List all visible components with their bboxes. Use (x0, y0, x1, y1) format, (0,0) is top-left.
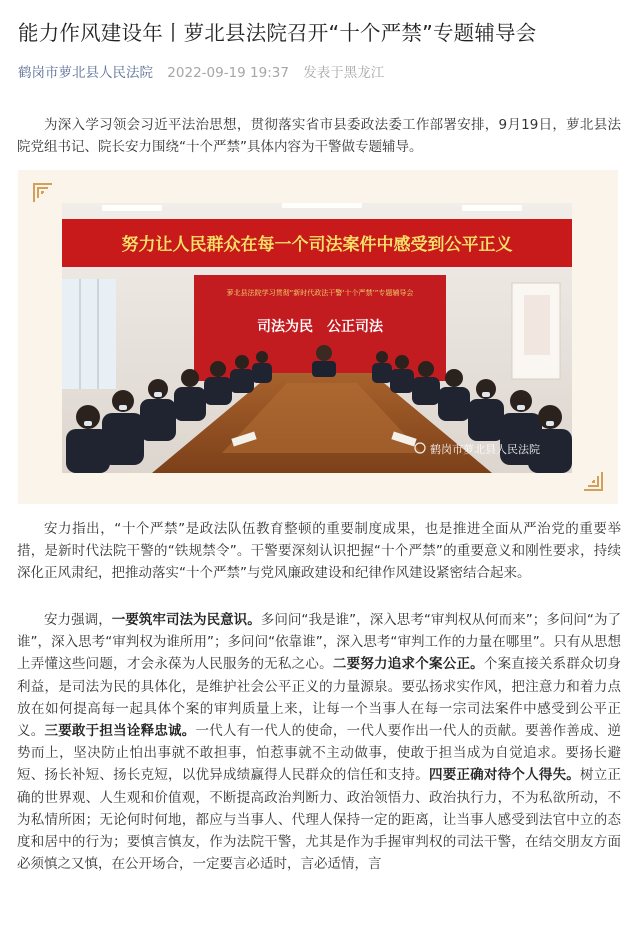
corner-ornament-icon (32, 182, 54, 204)
text-run: 树立正确的世界观、人生观和价值观，不断提高政治判断力、政治领悟力、政治执行力，不为私欲所动，不为私情所困；无论何时何地，都应与当事人、代理人保持一定的距离，让当事人感受到法官中立的态度和居中的行为；要慎言慎友，作为法院干警，尤其是作为手握审判权的司法干警，在结交朋友方面必须慎之又慎，在公开场合，一定要言必适时，言必适情，言 (17, 767, 622, 873)
screen-subtitle: 萝北县法院学习贯彻“新时代政法干警‘十个严禁’”专题辅导会 (226, 289, 414, 297)
photo-frame (18, 170, 618, 504)
key-point-3: 三要敢于担当诠释忠诚。 (44, 723, 196, 740)
article-meta (18, 63, 384, 83)
paragraph-3 (17, 609, 621, 875)
text-run: 一代人有一代人的使命，一代人要作出一代人的贡献。要善作善成、逆势而上，坚决防止怕出事就不敢担事，怕惹事就不主动做事，使敢于担当成为自觉追求。要扬长避短、扬长补短、扬长克短，以优异成绩赢得人民群众的信任和支持。 (17, 723, 622, 784)
publish-time: 2022-09-19 19:37 (167, 65, 289, 81)
key-point-2: 二要努力追求个案公正。 (332, 656, 484, 673)
paragraph-intro: 为深入学习领会习近平法治思想，贯彻落实省市县委政法委工作部署安排，9月19日，萝北县法院党组书记、院长安力围绕“十个严禁”具体内容为干警做专题辅导。 (17, 117, 621, 156)
text-run: 个案直接关系群众切身利益，是司法为民的具体化，是维护社会公平正义的力量源泉。要弘扬求实作风，把注意力和着力点放在如何提高每一起具体个案的审判质量上来，让每一个当事人在每一宗司法案件中感受到公平正义。 (17, 656, 622, 740)
article-title: 能力作风建设年丨萝北县法院召开“十个严禁”专题辅导会 (18, 21, 537, 45)
corner-ornament-icon (582, 470, 604, 492)
banner-text: 努力让人民群众在每一个司法案件中感受到公平正义 (121, 235, 513, 255)
text-run: 安力强调， (44, 612, 112, 628)
key-point-4: 四要正确对待个人得失。 (428, 767, 581, 784)
account-name-link[interactable]: 鹤岗市萝北县人民法院 (18, 65, 153, 81)
text-run: 多问问“我是谁”，深入思考“审判权从何而来”；多问问“为了谁”，深入思考“审判权为谁所用”；多问问“依靠谁”，深入思考“审判工作的力量在哪里”。只有从思想上弄懂这些问题，才会永葆为人民服务的无私之心。 (17, 612, 622, 673)
key-point-1: 一要筑牢司法为民意识。 (111, 612, 261, 628)
watermark-text: 鹤岗市萝北县人民法院 (430, 443, 540, 456)
paragraph-2: 安力指出，“十个严禁”是政法队伍教育整顿的重要制度成果，也是推进全面从严治党的重要举措，是新时代法院干警的“铁规禁令”。干警要深刻认识把握“十个严禁”的重要意义和刚性要求，持续深化正风肃纪，把推动落实“十个严禁”与党风廉政建设和纪律作风建设紧密结合起来。 (17, 521, 621, 582)
photo-watermark (415, 442, 540, 456)
meeting-photo[interactable] (62, 203, 572, 473)
publish-location: 发表于黑龙江 (303, 65, 385, 81)
screen-slogan: 司法为民 公正司法 (257, 319, 383, 335)
